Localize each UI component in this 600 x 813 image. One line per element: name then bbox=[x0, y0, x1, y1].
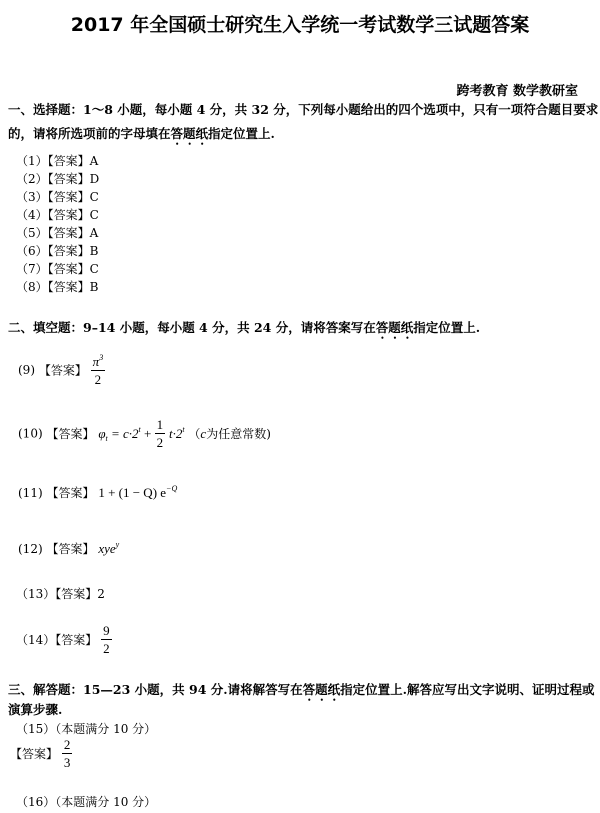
formula-part: 1 + (1 − Q) e bbox=[98, 485, 167, 500]
section3-post: 指定位置上.解答应写出文字说明、证明过程或 bbox=[340, 682, 595, 697]
question-number: (11) bbox=[18, 486, 43, 500]
formula-part: t·2 bbox=[168, 426, 183, 441]
plus-sign: + bbox=[140, 425, 155, 441]
answer-label: 【答案】 bbox=[47, 244, 90, 258]
choice-number: （7） bbox=[16, 262, 48, 276]
answer-label: 【答案】 bbox=[38, 363, 87, 378]
section3-heading-line2: 演算步骤. bbox=[8, 702, 63, 717]
choice-number: （4） bbox=[16, 208, 48, 222]
fill-answer-13 bbox=[16, 585, 105, 602]
fill-answer-9 bbox=[18, 354, 105, 386]
phi-symbol: φ bbox=[98, 425, 106, 441]
section2-heading bbox=[8, 318, 480, 342]
choice-number: （1） bbox=[16, 154, 48, 168]
question-15-answer bbox=[10, 738, 72, 769]
answer-value: B bbox=[89, 244, 99, 258]
formula-part: xye bbox=[98, 541, 116, 556]
question-15-header: （15）（本题满分 10 分） bbox=[16, 722, 157, 736]
section1-line2-pre: 的，请将所选项前的字母填在 bbox=[8, 126, 171, 141]
fill-answer-12 bbox=[18, 540, 119, 557]
answer-label: 【答案】 bbox=[47, 262, 90, 276]
answer-label: 【答案】 bbox=[46, 542, 95, 556]
section1-line2-dot: 答题纸 bbox=[170, 126, 209, 141]
page-title: 2017 年全国硕士研究生入学统一考试数学三试题答案 bbox=[70, 14, 530, 36]
fill-answer-10 bbox=[18, 418, 271, 449]
exponent: t bbox=[138, 424, 141, 434]
choice-answer-8 bbox=[16, 278, 98, 295]
note-text: 为任意常数) bbox=[206, 427, 271, 441]
note-constant: c bbox=[200, 426, 207, 441]
fill-answer-14 bbox=[16, 624, 112, 655]
answer-label: 【答案】 bbox=[46, 486, 95, 500]
organization-label: 跨考教育 数学教研室 bbox=[456, 84, 578, 99]
formula bbox=[98, 485, 177, 500]
fraction-denominator: 2 bbox=[103, 641, 110, 656]
choice-number: （2） bbox=[16, 172, 48, 186]
fraction bbox=[62, 738, 73, 769]
fraction-denominator: 2 bbox=[94, 372, 102, 387]
note-paren: （ bbox=[188, 427, 201, 441]
answer-label: 【答案】 bbox=[47, 280, 90, 294]
answer-label: 【答案】 bbox=[55, 633, 98, 647]
question-16-header: （16）（本题满分 10 分） bbox=[16, 795, 157, 809]
answer-value: C bbox=[89, 262, 99, 276]
choice-answer-3 bbox=[16, 188, 99, 205]
answer-label: 【答案】 bbox=[47, 154, 90, 168]
constant-note bbox=[188, 427, 270, 441]
section2-dot: 答题纸 bbox=[375, 320, 414, 335]
fraction bbox=[91, 354, 106, 386]
answer-value: C bbox=[89, 190, 99, 204]
exponent: t bbox=[182, 425, 185, 434]
answer-label: 【答案】 bbox=[55, 587, 98, 601]
fraction-numerator: 1 bbox=[156, 417, 164, 432]
fraction bbox=[155, 418, 166, 449]
exponent: −Q bbox=[166, 484, 178, 493]
section2-pre: 二、填空题：9–14 小题，每小题 4 分，共 24 分，请将答案写在 bbox=[8, 320, 376, 335]
choice-number: （6） bbox=[16, 244, 48, 258]
fraction bbox=[101, 624, 112, 655]
fraction-numerator: 9 bbox=[103, 623, 110, 638]
choice-answer-2 bbox=[16, 170, 99, 187]
question-number: (10) bbox=[18, 426, 43, 441]
choice-answer-4 bbox=[16, 206, 99, 223]
answer-value: 2 bbox=[97, 587, 105, 601]
choice-number: （8） bbox=[16, 280, 48, 294]
answer-value: A bbox=[89, 226, 99, 240]
answer-label: 【答案】 bbox=[46, 427, 95, 441]
fill-answer-11 bbox=[18, 484, 177, 501]
formula-part: = c·2 bbox=[107, 425, 139, 441]
choice-answer-7 bbox=[16, 260, 99, 277]
formula bbox=[98, 426, 154, 441]
section2-post: 指定位置上. bbox=[413, 320, 481, 335]
fraction-numerator: π bbox=[92, 354, 100, 369]
question-number: （13） bbox=[16, 587, 56, 601]
answer-label: 【答案】 bbox=[47, 172, 90, 186]
choice-number: （5） bbox=[16, 226, 48, 240]
answer-label: 【答案】 bbox=[10, 747, 59, 761]
question-number: (12) bbox=[18, 542, 43, 556]
choice-number: （3） bbox=[16, 190, 48, 204]
section1-heading-line2 bbox=[8, 124, 275, 148]
answer-value: A bbox=[89, 154, 99, 168]
numerator-exponent: 3 bbox=[99, 353, 104, 362]
fraction-denominator: 2 bbox=[156, 435, 164, 450]
fraction-denominator: 3 bbox=[63, 755, 71, 770]
answer-label: 【答案】 bbox=[47, 208, 90, 222]
answer-label: 【答案】 bbox=[47, 190, 90, 204]
exponent: y bbox=[115, 540, 120, 549]
fraction-numerator: 2 bbox=[63, 737, 71, 752]
formula-tail bbox=[169, 426, 185, 441]
question-number: （14） bbox=[16, 633, 56, 647]
section1-heading-line1: 一、选择题：1～8 小题，每小题 4 分，共 32 分，下列每小题给出的四个选项中，只有一项符合题目要求 bbox=[8, 102, 599, 117]
formula bbox=[98, 541, 119, 556]
choice-answer-6 bbox=[16, 242, 98, 259]
choice-answer-5 bbox=[16, 224, 98, 241]
section1-line2-post: 指定位置上. bbox=[208, 126, 275, 141]
section3-pre: 三、解答题：15—23 小题，共 94 分.请将解答写在 bbox=[8, 682, 303, 697]
answer-value: D bbox=[89, 172, 100, 186]
phi-subscript: t bbox=[105, 433, 108, 443]
section3-heading-line1 bbox=[8, 680, 594, 704]
choice-answer-1 bbox=[16, 152, 98, 169]
answer-value: B bbox=[89, 280, 99, 294]
answer-label: 【答案】 bbox=[47, 226, 90, 240]
answer-value: C bbox=[89, 208, 99, 222]
question-number: (9) bbox=[18, 363, 35, 377]
section3-dot: 答题纸 bbox=[302, 682, 341, 697]
